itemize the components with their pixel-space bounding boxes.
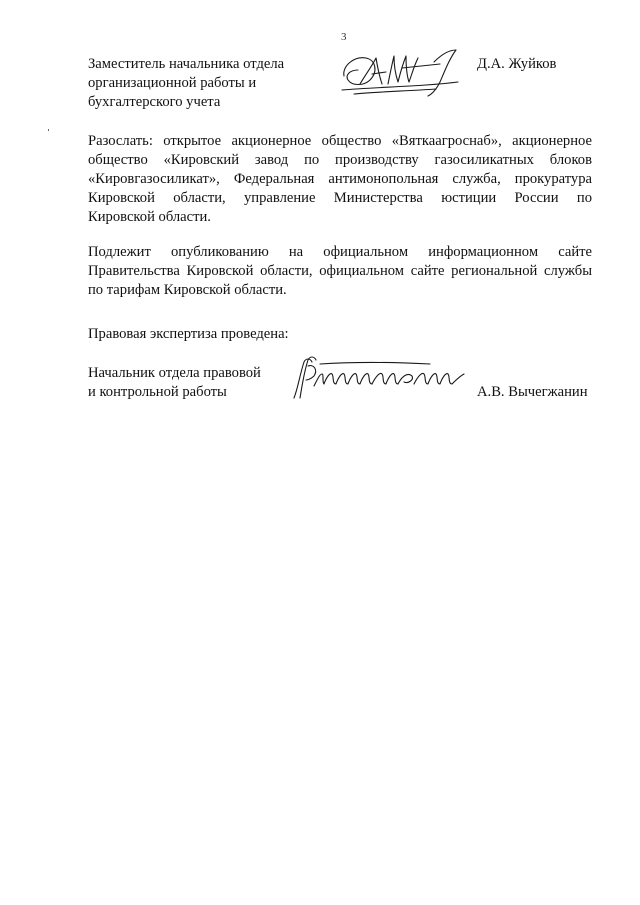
signatory-1-position-line: Заместитель начальника отдела <box>88 56 285 72</box>
publication-line: по тарифам Кировской области. <box>88 282 287 298</box>
page-number: 3 <box>341 31 347 43</box>
distribution-line: Разослать: открытое акционерное общество «Вяткаагроснаб», акционерное <box>88 133 592 149</box>
handwritten-signature-2 <box>290 352 468 404</box>
margin-mark <box>48 129 49 131</box>
legal-review-note: Правовая экспертиза проведена: <box>88 326 289 342</box>
distribution-line: Кировской области. <box>88 209 211 225</box>
distribution-line: Кировской области, управление Министерства юстиции России по <box>88 190 592 206</box>
publication-line: Подлежит опубликованию на официальном информационном сайте <box>88 244 592 260</box>
signatory-1-position-line: организационной работы и <box>88 75 257 91</box>
signatory-2-position <box>88 364 288 402</box>
publication-line: Правительства Кировской области, официальном сайте региональной службы <box>88 263 592 279</box>
signatory-1-name: Д.А. Жуйков <box>477 56 557 72</box>
distribution-paragraph <box>88 132 592 227</box>
signatory-2-name: А.В. Вычегжанин <box>477 384 588 400</box>
distribution-line: «Кировгазосиликат», Федеральная антимонопольная служба, прокуратура <box>88 171 592 187</box>
signatory-1-position-line: бухгалтерского учета <box>88 94 221 110</box>
signatory-2-position-line: Начальник отдела правовой <box>88 365 261 381</box>
handwritten-signature-1 <box>336 44 462 104</box>
publication-paragraph <box>88 243 592 300</box>
signatory-1-position <box>88 55 318 112</box>
signatory-2-position-line: и контрольной работы <box>88 384 227 400</box>
distribution-line: общество «Кировский завод по производству газосиликатных блоков <box>88 152 592 168</box>
